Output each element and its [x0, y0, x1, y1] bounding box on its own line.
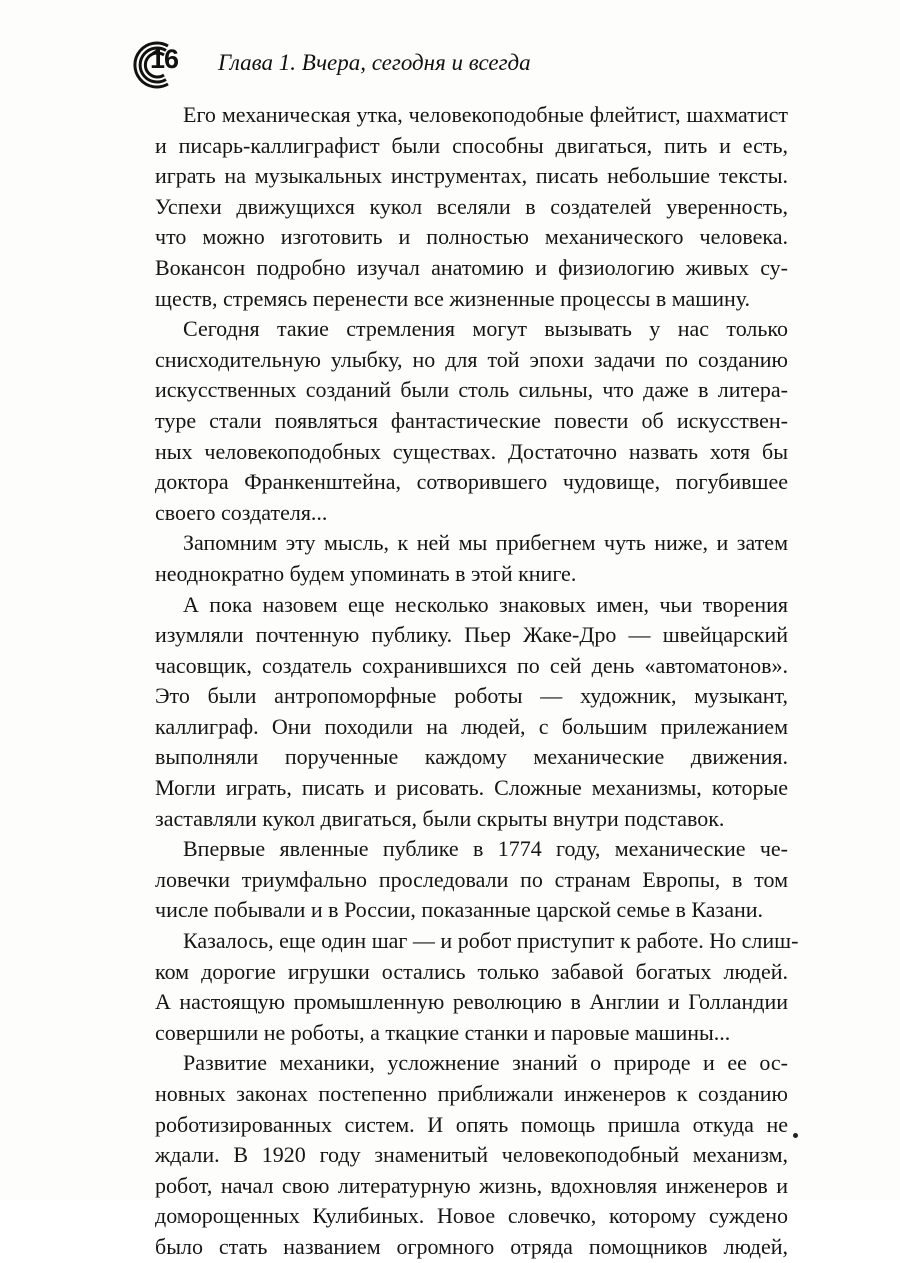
text-line: Вокансон подробно изучал анатомию и физиологию живых су- [155, 254, 788, 280]
paragraph [155, 314, 788, 528]
text-line: играть на музыкальных инструментах, писать небольшие тексты. [155, 163, 788, 189]
text-line: было стать названием огромного отряда помощников людей, [155, 1233, 788, 1259]
text-line: Могли играть, писать и рисовать. Сложные механизмы, которые [155, 775, 788, 801]
text-line: Успехи движущихся кукол вселяли в создателей уверенность, [155, 193, 788, 219]
text-line: своего создателя... [155, 499, 328, 525]
margin-dot [793, 1133, 798, 1138]
page-number: 16 [150, 44, 179, 74]
text-line: искусственных созданий были столь сильны, что даже в литера- [155, 377, 788, 403]
text-line: ных человекоподобных существах. Достаточно назвать хотя бы [155, 438, 788, 464]
text-line: и писарь-каллиграфист были способны двигаться, пить и есть, [155, 132, 788, 158]
text-line: часовщик, создатель сохранившихся по сей день «автоматонов». [155, 652, 788, 678]
text-line: А настоящую промышленную революцию в Англии и Голландии [155, 989, 788, 1015]
paragraph [155, 1048, 788, 1262]
text-line: туре стали появляться фантастические повести об искусствен- [155, 407, 788, 433]
text-line: Запомним эту мысль, к ней мы прибегнем чуть ниже, и затем [183, 530, 788, 556]
chapter-title: Глава 1. Вчера, сегодня и всегда [218, 50, 531, 75]
text-line: Казалось, еще один шаг — и робот приступит к работе. Но слиш- [183, 928, 799, 954]
paragraph [155, 590, 788, 835]
text-line: доктора Франкенштейна, сотворившего чудовище, погубившее [155, 469, 788, 495]
text-line: изумляли почтенную публику. Пьер Жаке-Дро — швейцарский [155, 622, 788, 648]
text-line: Развитие механики, усложнение знаний о природе и ее ос- [183, 1050, 788, 1076]
text-line: А пока назовем еще несколько знаковых имен, чьи творения [183, 591, 788, 617]
text-line: выполняли порученные каждому механические движения. [155, 744, 788, 770]
body-text [155, 100, 799, 1263]
text-line: неоднократно будем упоминать в этой книге. [155, 560, 577, 586]
text-line: Сегодня такие стремления могут вызывать у нас только [183, 316, 788, 342]
text-line: ждали. В 1920 году знаменитый человекоподобный механизм, [155, 1142, 788, 1168]
text-line: совершили не роботы, а ткацкие станки и паровые машины... [155, 1019, 731, 1045]
text-line: доморощенных Кулибиных. Новое словечко, которому суждено [155, 1203, 788, 1229]
paragraph [155, 926, 799, 1048]
text-line: каллиграф. Они походили на людей, с большим прилежанием [155, 713, 788, 739]
text-line: Впервые явленные публике в 1774 году, механические че- [183, 836, 788, 862]
paragraph [155, 100, 788, 314]
paragraph [155, 528, 788, 589]
text-line: что можно изготовить и полностью механического человека. [155, 224, 788, 250]
text-line: числе побывали и в России, показанные царской семье в Казани. [155, 897, 764, 923]
paragraph [155, 834, 788, 926]
text-line: снисходительную улыбку, но для той эпохи задачи по созданию [155, 346, 788, 372]
text-line: заставляли кукол двигаться, были скрыты внутри подставок. [155, 805, 725, 831]
text-line: ловечки триумфально проследовали по странам Европы, в том [155, 866, 788, 892]
page-header [128, 40, 828, 90]
text-line: роботизированных систем. И опять помощь пришла откуда не [155, 1111, 788, 1137]
text-line: робот, начал свою литературную жизнь, вдохновляя инженеров и [155, 1172, 788, 1198]
text-line: ществ, стремясь перенести все жизненные процессы в машину. [155, 285, 751, 311]
text-line: новных законах постепенно приближали инженеров к созданию [155, 1081, 788, 1106]
text-line: Его механическая утка, человекоподобные флейтист, шахматист [183, 102, 788, 127]
text-line: Это были антропоморфные роботы — художник, музыкант, [155, 683, 788, 709]
text-line: ком дорогие игрушки остались только забавой богатых людей. [155, 958, 788, 984]
